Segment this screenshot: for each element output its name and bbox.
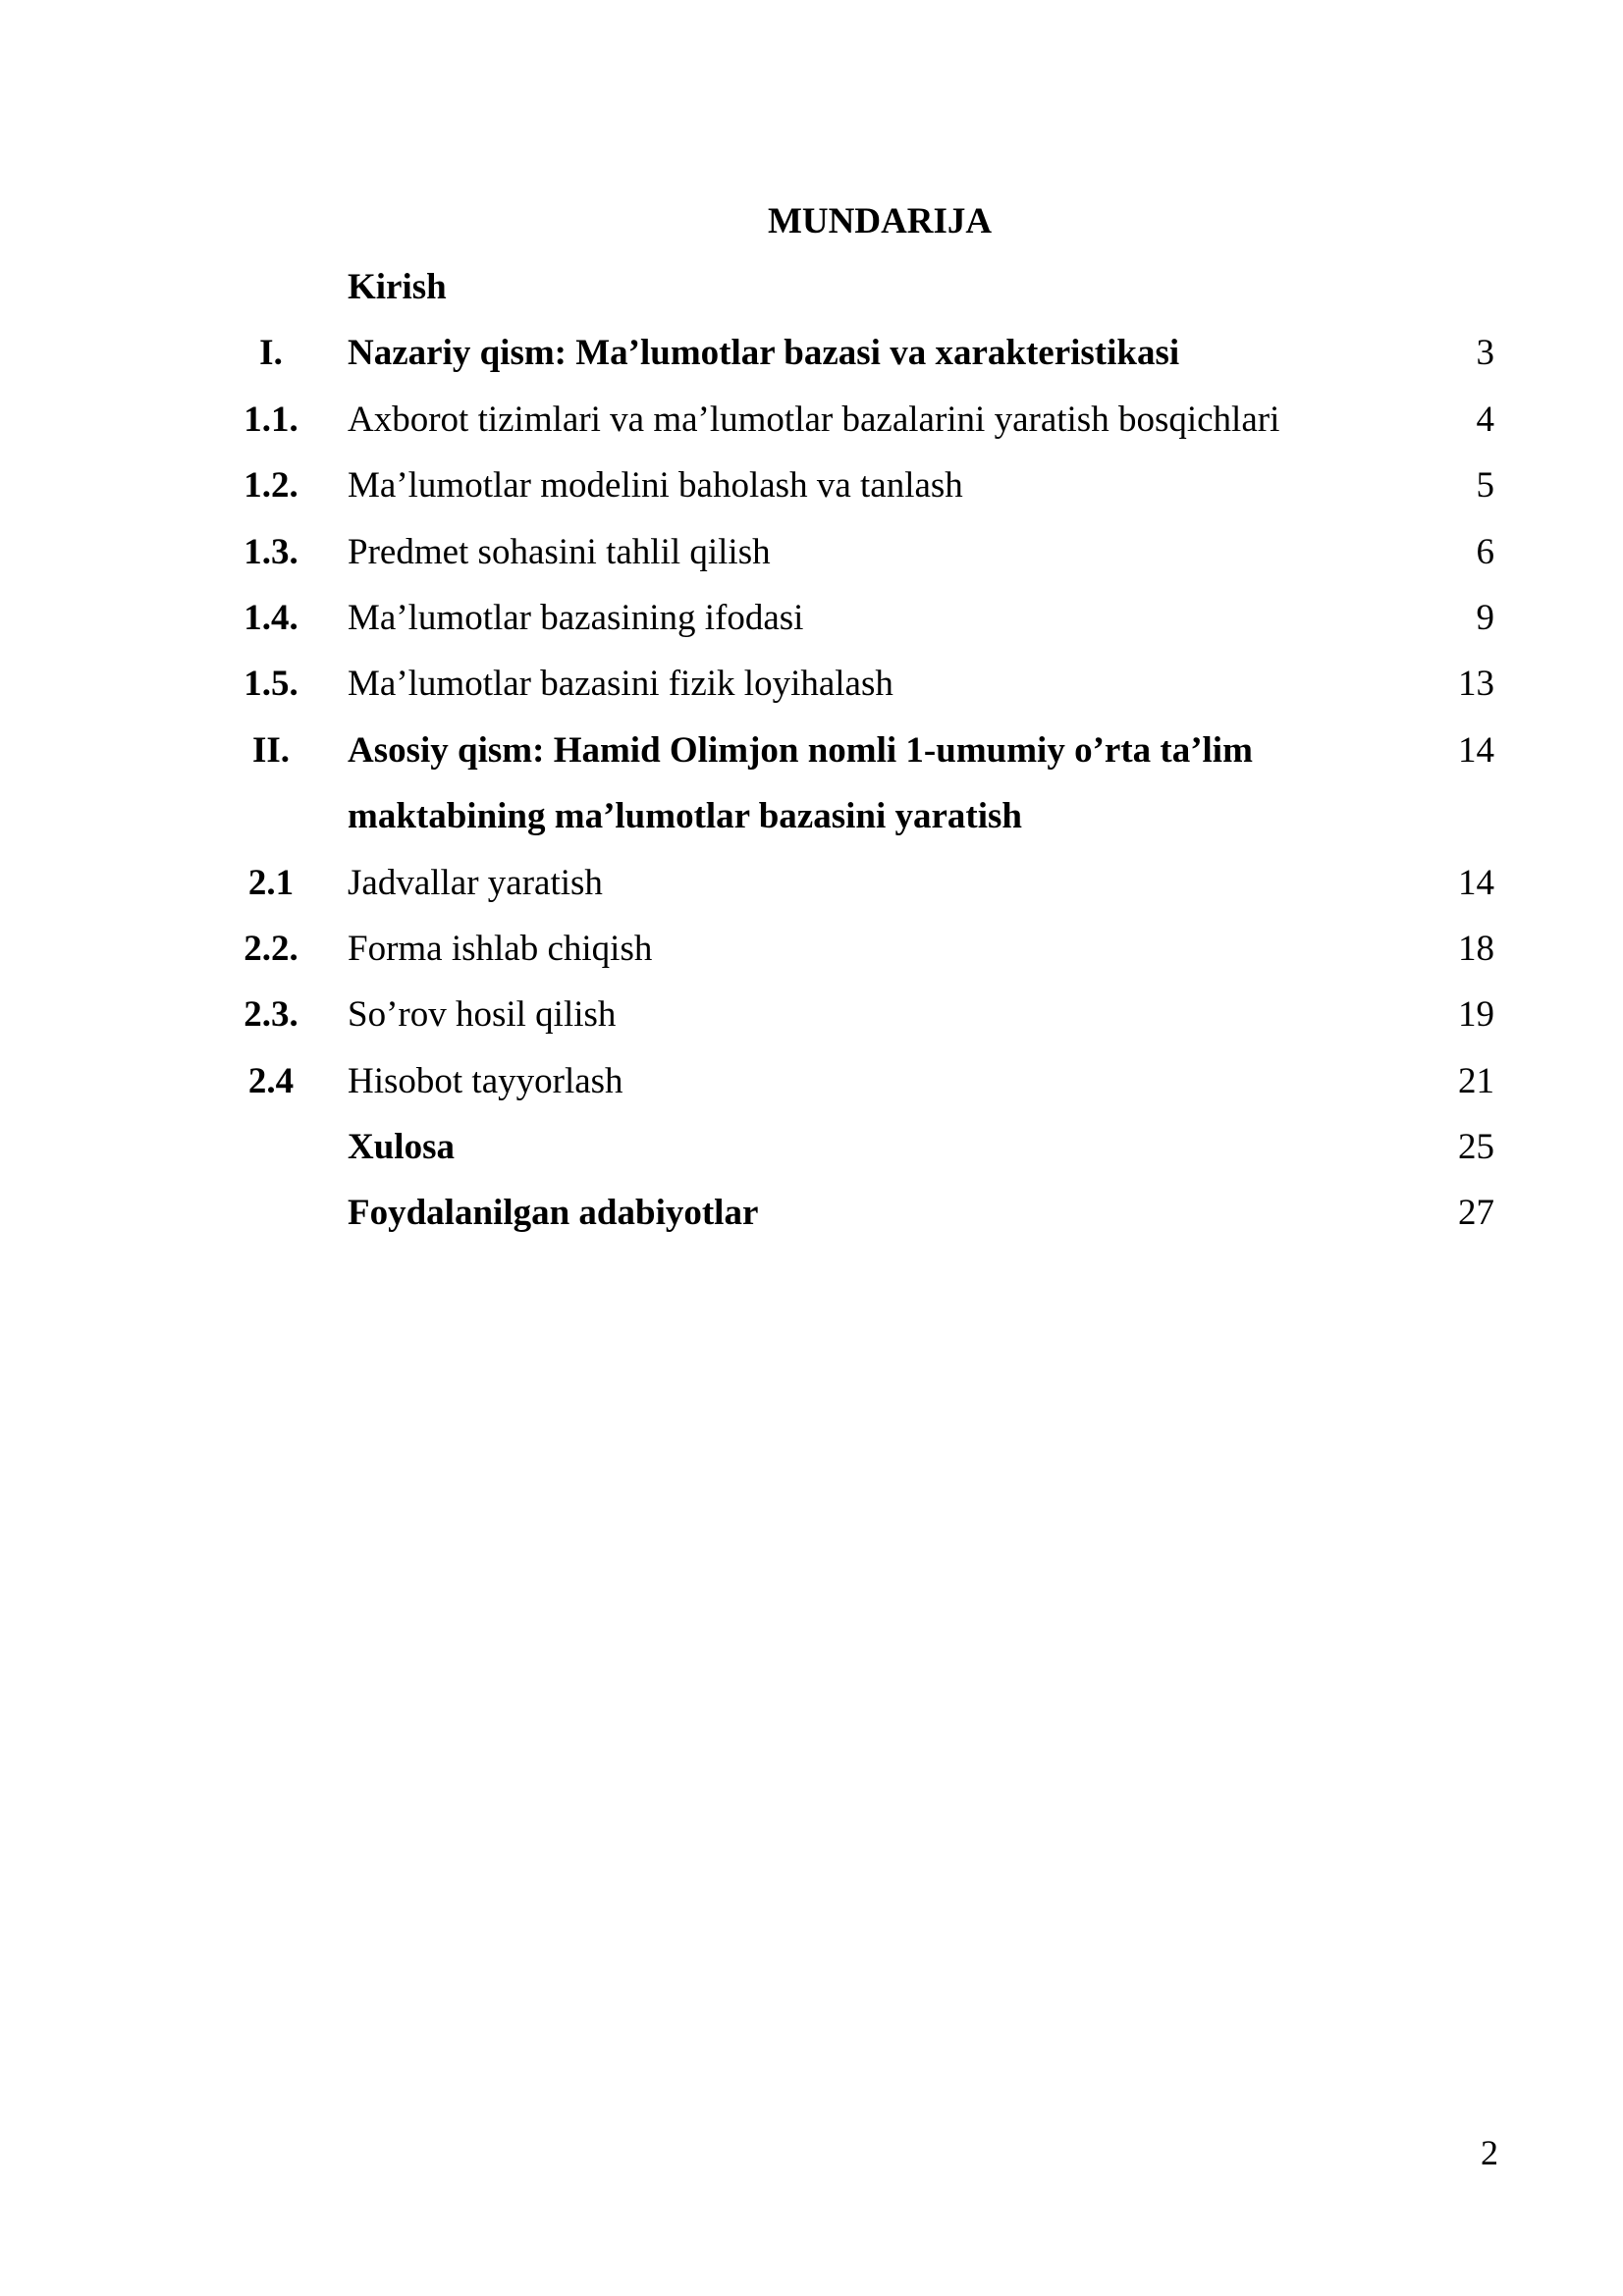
- toc-title: Ma’lumotlar bazasini fizik loyihalash: [348, 664, 893, 705]
- toc-row-2-2: [0, 922, 1623, 988]
- toc-number: 2.1: [247, 862, 295, 903]
- table-of-contents: [0, 260, 1623, 1253]
- toc-row-2-3: [0, 988, 1623, 1053]
- toc-number: 1.5.: [243, 664, 298, 705]
- toc-row-part-2-continuation: [0, 789, 1623, 855]
- toc-heading: MUNDARIJA: [768, 201, 993, 241]
- toc-title: Forma ishlab chiqish: [348, 928, 653, 969]
- toc-row-kirish: [0, 260, 1623, 326]
- toc-title: Hisobot tayyorlash: [348, 1060, 623, 1101]
- toc-row-2-4: [0, 1054, 1623, 1120]
- toc-number: 2.2.: [243, 928, 298, 969]
- toc-row-part-2: [0, 723, 1623, 789]
- toc-title: So’rov hosil qilish: [348, 994, 617, 1036]
- toc-number: II.: [251, 729, 291, 771]
- toc-row-1-4: [0, 591, 1623, 657]
- toc-number: 2.4: [247, 1060, 295, 1101]
- toc-number: 1.4.: [243, 597, 298, 638]
- toc-page: 4: [1476, 399, 1494, 440]
- toc-row-part-1: [0, 326, 1623, 392]
- toc-title: Asosiy qism: Hamid Olimjon nomli 1-umumiy o’rta ta’lim: [348, 729, 1253, 771]
- toc-number: 2.3.: [243, 994, 298, 1036]
- page-number: 2: [1481, 2133, 1498, 2172]
- toc-number: 1.3.: [243, 531, 298, 572]
- toc-title: Foydalanilgan adabiyotlar: [348, 1193, 759, 1234]
- toc-title: Xulosa: [348, 1127, 455, 1168]
- toc-title: Ma’lumotlar modelini baholash va tanlash: [348, 465, 963, 507]
- toc-title-continuation: maktabining ma’lumotlar bazasini yaratish: [348, 796, 1022, 837]
- toc-row-xulosa: [0, 1120, 1623, 1186]
- toc-title: Nazariy qism: Ma’lumotlar bazasi va xarakteristikasi: [348, 333, 1180, 374]
- toc-page: 13: [1458, 664, 1494, 705]
- toc-page: 9: [1476, 597, 1494, 638]
- toc-row-2-1: [0, 856, 1623, 922]
- toc-number: 1.1.: [243, 399, 298, 440]
- toc-page: 6: [1476, 531, 1494, 572]
- toc-page: 18: [1458, 928, 1494, 969]
- toc-row-1-5: [0, 657, 1623, 722]
- toc-row-1-2: [0, 458, 1623, 524]
- toc-page: 3: [1476, 333, 1494, 374]
- toc-number: I.: [259, 333, 283, 374]
- toc-title: Jadvallar yaratish: [348, 862, 603, 903]
- toc-page: 25: [1458, 1127, 1494, 1168]
- toc-page: 21: [1458, 1060, 1494, 1101]
- toc-title: Predmet sohasini tahlil qilish: [348, 531, 771, 572]
- toc-page: 5: [1476, 465, 1494, 507]
- toc-page: 19: [1458, 994, 1494, 1036]
- toc-page: 27: [1458, 1193, 1494, 1234]
- toc-page: 14: [1458, 729, 1494, 771]
- toc-title: Ma’lumotlar bazasining ifodasi: [348, 597, 804, 638]
- toc-row-1-3: [0, 525, 1623, 591]
- toc-row-references: [0, 1186, 1623, 1252]
- toc-title: Kirish: [348, 267, 447, 307]
- toc-page: 14: [1458, 862, 1494, 903]
- toc-row-1-1: [0, 393, 1623, 458]
- toc-number: 1.2.: [243, 465, 298, 507]
- toc-title: Axborot tizimlari va ma’lumotlar bazalarini yaratish bosqichlari: [348, 399, 1280, 440]
